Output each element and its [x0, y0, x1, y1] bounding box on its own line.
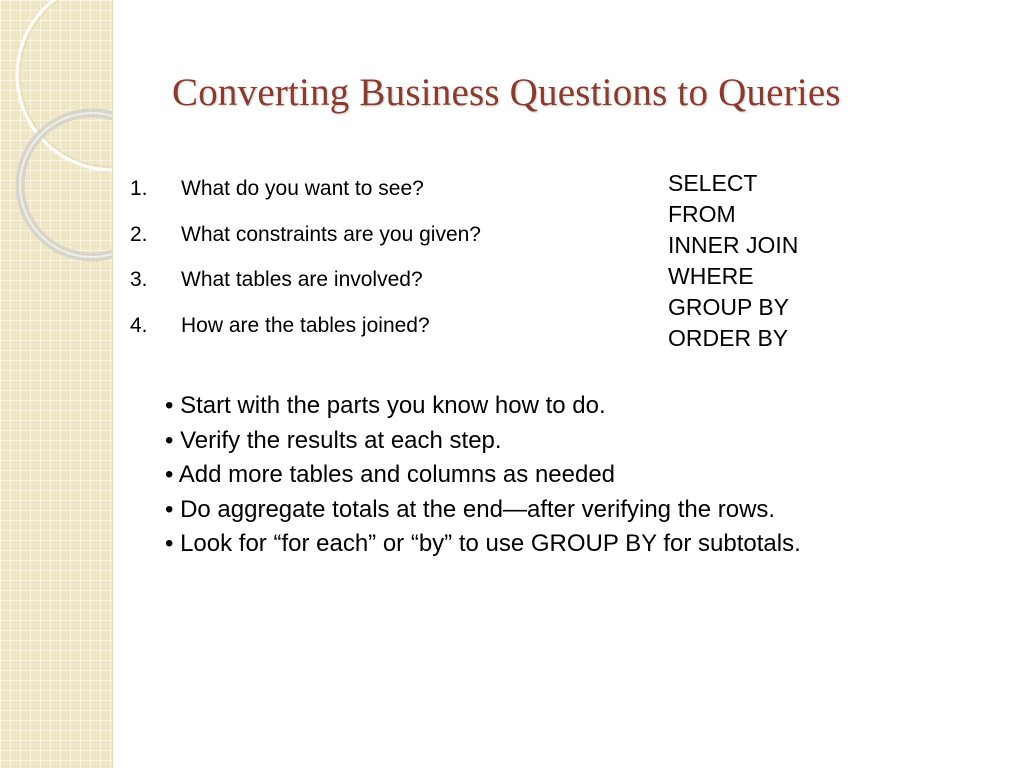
tips-list: [165, 389, 801, 562]
question-number: 1.: [130, 177, 148, 200]
sql-keyword-list: [668, 168, 798, 354]
question-text: How are the tables joined?: [181, 313, 430, 337]
question-text: What do you want to see?: [181, 177, 424, 200]
tip-item: • Verify the results at each step.: [165, 426, 502, 454]
sql-keyword: ORDER BY: [668, 325, 789, 351]
question-number: 4.: [130, 313, 148, 337]
decorative-side-band: [0, 0, 113, 768]
question-text: What tables are involved?: [181, 268, 423, 291]
sql-keyword: GROUP BY: [668, 294, 789, 320]
tip-item: • Do aggregate totals at the end—after verifying the rows.: [165, 495, 776, 523]
question-item: [130, 223, 481, 269]
slide-title: Converting Business Questions to Queries: [172, 71, 841, 114]
question-number: 2.: [130, 222, 148, 246]
question-item: [130, 268, 481, 314]
sql-keyword: WHERE: [668, 263, 754, 289]
question-item: [130, 314, 481, 360]
question-text: What constraints are you given?: [181, 222, 481, 246]
question-list: [130, 177, 481, 359]
sql-keyword: INNER JOIN: [668, 232, 799, 258]
tip-item: • Add more tables and columns as needed: [165, 461, 616, 488]
question-number: 3.: [130, 268, 148, 291]
tip-item: • Start with the parts you know how to do.: [165, 392, 606, 419]
tip-item: • Look for “for each” or “by” to use GROUP BY for subtotals.: [165, 530, 801, 557]
question-item: [130, 177, 481, 223]
sql-keyword: FROM: [668, 201, 736, 227]
decorative-circles: [0, 0, 112, 300]
sql-keyword: SELECT: [668, 170, 758, 196]
